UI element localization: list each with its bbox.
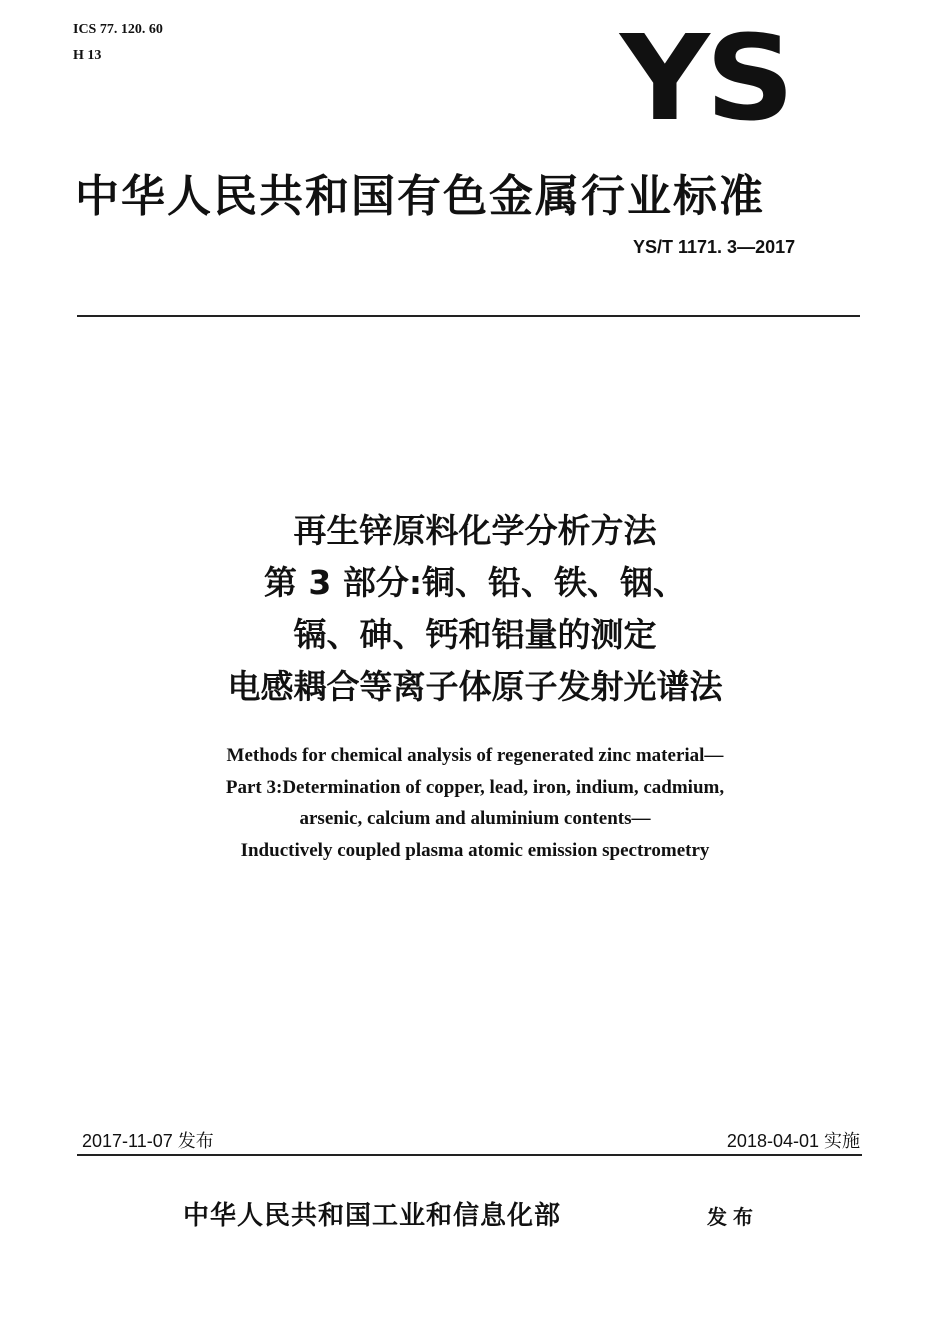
ics-code: ICS 77. 120. 60 xyxy=(73,22,163,37)
english-title-line: Methods for chemical analysis of regenerated zinc material— xyxy=(226,745,724,766)
chinese-title-line: 电感耦合等离子体原子发射光谱法 xyxy=(227,667,723,706)
standard-number: YS/T 1171. 3—2017 xyxy=(633,237,796,257)
issuing-authority: 中华人民共和国工业和信息化部 xyxy=(183,1201,562,1231)
bottom-divider xyxy=(77,1154,862,1156)
chinese-title-line: 第 3 部分:铜、铅、铁、铟、 xyxy=(263,563,687,602)
implementation-date: 2018-04-01 实施 xyxy=(726,1131,860,1151)
chinese-title xyxy=(0,505,950,713)
standard-category-title: 中华人民共和国有色金属行业标准 xyxy=(75,171,765,222)
english-title-line: arsenic, calcium and aluminium contents— xyxy=(299,808,651,829)
english-title xyxy=(0,740,950,866)
chinese-title-line: 镉、砷、钙和铝量的测定 xyxy=(293,615,657,654)
chinese-title-line: 再生锌原料化学分析方法 xyxy=(293,511,657,550)
ccs-code: H 13 xyxy=(73,48,102,63)
issue-label: 发布 xyxy=(707,1205,759,1229)
top-divider xyxy=(77,315,860,317)
ys-logo: YS xyxy=(620,9,791,147)
issue-date: 2017-11-07 发布 xyxy=(82,1131,214,1151)
english-title-line: Inductively coupled plasma atomic emission spectrometry xyxy=(240,839,710,861)
english-title-line: Part 3:Determination of copper, lead, iron, indium, cadmium, xyxy=(225,776,725,798)
